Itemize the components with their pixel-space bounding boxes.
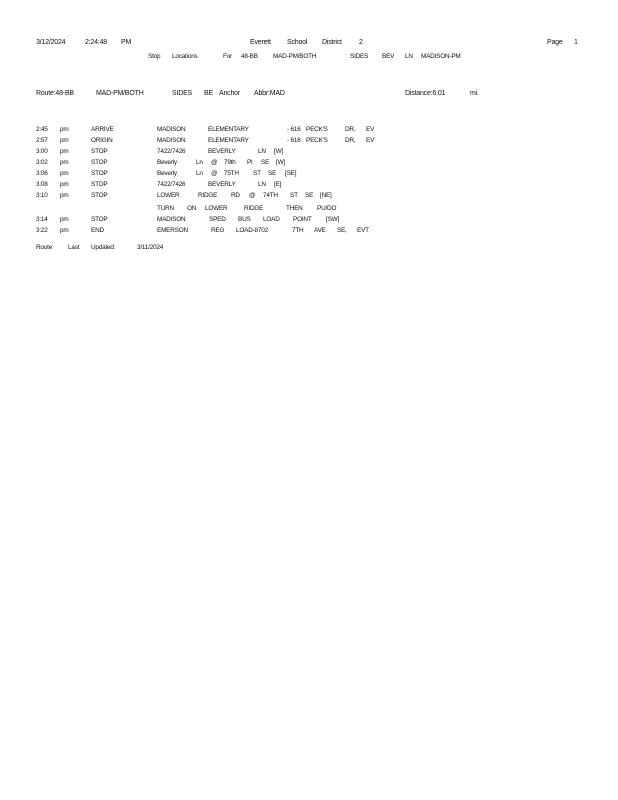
footer-word: Last bbox=[68, 244, 80, 251]
stop-desc-word: SE bbox=[305, 192, 314, 199]
stop-desc-word: SE bbox=[268, 170, 277, 177]
stop-ampm: pm bbox=[60, 126, 69, 133]
page-label: Page bbox=[547, 39, 563, 46]
stop-ampm: pm bbox=[60, 148, 69, 155]
stop-desc-word: LN bbox=[258, 148, 266, 155]
stop-type: END bbox=[91, 227, 104, 234]
stop-desc-word: POINT bbox=[293, 216, 312, 223]
stop-desc-word: @ bbox=[211, 159, 218, 166]
stop-desc-word: Ln bbox=[196, 170, 203, 177]
stop-desc-word: Pl bbox=[247, 159, 253, 166]
district-word: School bbox=[287, 39, 308, 46]
route-name: MAD-PM/BOTH bbox=[96, 90, 144, 97]
district-word: Everett bbox=[250, 39, 271, 46]
subtitle-word: For bbox=[223, 53, 232, 60]
stop-desc-word: PU/DO bbox=[317, 205, 337, 212]
stop-desc-word: ON bbox=[187, 205, 197, 212]
stop-time: 3:10 bbox=[36, 192, 48, 199]
stop-desc-word: [NE] bbox=[320, 192, 332, 199]
stop-time: 3:00 bbox=[36, 148, 48, 155]
stop-desc-word: ST bbox=[253, 170, 261, 177]
stop-desc-word: BEVERLY bbox=[208, 148, 236, 155]
footer-updated-date: 3/11/2024 bbox=[137, 244, 164, 251]
stop-type: ORIGIN bbox=[91, 137, 113, 144]
stop-type: STOP bbox=[91, 192, 108, 199]
stop-desc-word: RIDGE bbox=[244, 205, 264, 212]
subtitle-word: BEV bbox=[382, 53, 395, 60]
stop-desc-word: RD bbox=[231, 192, 240, 199]
route-sides-word: Anchor bbox=[219, 90, 240, 97]
stop-desc-word: LOWER bbox=[205, 205, 228, 212]
subtitle-word: MADISON-PM bbox=[421, 53, 461, 60]
district-word: 2 bbox=[359, 39, 363, 46]
stop-desc-word: EMERSON bbox=[157, 227, 188, 234]
route-distance: Distance:6.01 bbox=[405, 90, 446, 97]
stop-type: STOP bbox=[91, 181, 108, 188]
stop-time: 3:06 bbox=[36, 170, 48, 177]
stop-desc-word: BUS bbox=[238, 216, 251, 223]
stop-desc-word: LOAD-8702 bbox=[236, 227, 268, 234]
stop-desc-word: EVT bbox=[357, 227, 369, 234]
stop-time: 3:08 bbox=[36, 181, 48, 188]
stop-desc-word: RIDGE bbox=[198, 192, 218, 199]
page-number: 1 bbox=[574, 39, 578, 46]
subtitle-word: Locations bbox=[172, 53, 198, 60]
stop-desc-word: 7422/7426 bbox=[157, 181, 186, 188]
stop-desc-word: EV bbox=[366, 126, 375, 133]
stop-ampm: pm bbox=[60, 170, 69, 177]
route-abbr: Abbr:MAD bbox=[254, 90, 285, 97]
stop-time: 3:22 bbox=[36, 227, 48, 234]
stop-time: 2:57 bbox=[36, 137, 48, 144]
route-sides-word: BE bbox=[204, 90, 213, 97]
stop-desc-word: 75TH bbox=[224, 170, 239, 177]
stop-desc-word: - 616 bbox=[287, 126, 301, 133]
stop-desc-word: LOAD bbox=[263, 216, 280, 223]
district-word: District bbox=[322, 39, 342, 46]
stop-time: 2:45 bbox=[36, 126, 48, 133]
stop-desc-word: ST bbox=[290, 192, 298, 199]
stop-desc-word: PECK'S bbox=[306, 137, 328, 144]
report-ampm: PM bbox=[121, 39, 132, 46]
stop-desc-word: Ln bbox=[196, 159, 203, 166]
stop-desc-word: MADISON bbox=[157, 126, 186, 133]
subtitle-word: 48-BB bbox=[241, 53, 258, 60]
stop-type: STOP bbox=[91, 159, 108, 166]
stop-desc-word: Beverly bbox=[157, 159, 177, 166]
stop-desc-word: MADISON bbox=[157, 216, 186, 223]
stop-ampm: pm bbox=[60, 181, 69, 188]
stop-desc-word: @ bbox=[249, 192, 256, 199]
footer-word: Updated: bbox=[91, 244, 116, 251]
stop-desc-word: EV bbox=[366, 137, 375, 144]
stop-desc-word: THEN bbox=[286, 205, 303, 212]
stop-desc-word: [W] bbox=[274, 148, 283, 155]
stop-type: STOP bbox=[91, 170, 108, 177]
stop-type: ARRIVE bbox=[91, 126, 114, 133]
stop-desc-word: Beverly bbox=[157, 170, 177, 177]
stop-desc-word: REG bbox=[211, 227, 225, 234]
stop-type: STOP bbox=[91, 148, 108, 155]
stop-desc-word: LOWER bbox=[157, 192, 180, 199]
stop-desc-word: BEVERLY bbox=[208, 181, 236, 188]
stop-ampm: pm bbox=[60, 137, 69, 144]
stop-desc-word: @ bbox=[211, 170, 218, 177]
route-id: Route:48-BB bbox=[36, 90, 74, 97]
stop-desc-word: DR, bbox=[345, 137, 356, 144]
stop-time: 3:02 bbox=[36, 159, 48, 166]
footer-word: Route bbox=[36, 244, 53, 251]
stop-desc-word: [E] bbox=[274, 181, 282, 188]
stop-desc-word: AVE bbox=[314, 227, 326, 234]
stop-desc-word: SE bbox=[261, 159, 270, 166]
stop-desc-word: ELEMENTARY bbox=[208, 126, 249, 133]
stop-desc-word: SE, bbox=[337, 227, 347, 234]
subtitle-word: LN bbox=[405, 53, 413, 60]
stop-type: STOP bbox=[91, 216, 108, 223]
report-date: 3/12/2024 bbox=[36, 39, 66, 46]
stop-time: 3:14 bbox=[36, 216, 48, 223]
stop-ampm: pm bbox=[60, 216, 69, 223]
stop-desc-word: DR, bbox=[345, 126, 356, 133]
distance-unit: mi. bbox=[470, 90, 479, 97]
stop-desc-word: 7422/7426 bbox=[157, 148, 186, 155]
route-sides-word: SIDES bbox=[172, 90, 193, 97]
stop-desc-word: SPED bbox=[209, 216, 226, 223]
stop-desc-word: ELEMENTARY bbox=[208, 137, 249, 144]
stop-desc-word: TURN bbox=[157, 205, 174, 212]
stop-desc-word: [W] bbox=[276, 159, 285, 166]
stop-ampm: pm bbox=[60, 159, 69, 166]
stop-desc-word: - 616 bbox=[287, 137, 301, 144]
stop-desc-word: [SE] bbox=[285, 170, 297, 177]
stop-desc-word: 74TH bbox=[263, 192, 278, 199]
stop-ampm: pm bbox=[60, 192, 69, 199]
stop-desc-word: 7TH bbox=[292, 227, 304, 234]
subtitle-word: SIDES bbox=[350, 53, 369, 60]
subtitle-word: Stop bbox=[148, 53, 161, 60]
stop-ampm: pm bbox=[60, 227, 69, 234]
stop-desc-word: [SW] bbox=[326, 216, 340, 223]
stop-desc-word: 79th bbox=[224, 159, 236, 166]
stop-desc-word: MADISON bbox=[157, 137, 186, 144]
stop-desc-word: LN bbox=[258, 181, 266, 188]
subtitle-word: MAD-PM/BOTH bbox=[273, 53, 317, 60]
report-time: 2:24:48 bbox=[85, 39, 107, 46]
stop-desc-word: PECK'S bbox=[306, 126, 328, 133]
